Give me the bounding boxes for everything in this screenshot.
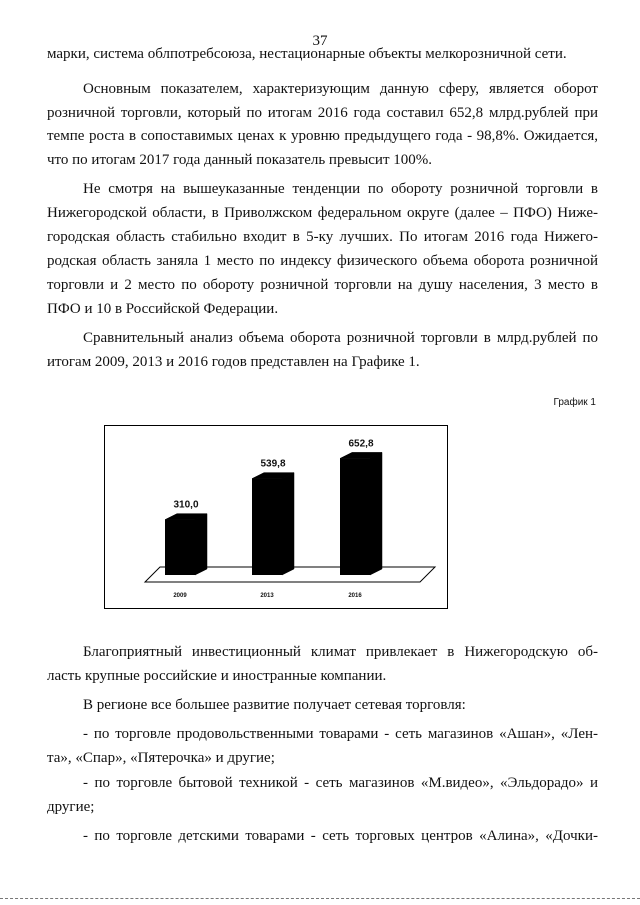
paragraph-line: темпе роста в сопоставимых ценах к уровню предыдущего года - 98,8%. Ожидается, — [47, 128, 598, 144]
paragraph-line: что по итогам 2017 года данный показатель превысит 100%. — [47, 152, 433, 168]
data-label: 539,8 — [260, 458, 286, 470]
paragraph-line: та», «Спар», «Пятерочка» и другие; — [47, 750, 275, 766]
paragraph-line: Благоприятный инвестиционный климат привлекает в Нижегородскую об- — [83, 644, 598, 660]
bar-side — [282, 473, 294, 575]
bottom-rule — [0, 898, 640, 900]
paragraph-line: Нижегородской области, в Приволжском федеральном округе (далее – ПФО) Ниже- — [47, 205, 598, 221]
paragraph-line: итогам 2009, 2013 и 2016 годов представлен на Графике 1. — [47, 354, 420, 370]
paragraph-line: Сравнительный анализ объема оборота розничной торговли в млрд.рублей по — [83, 330, 598, 346]
x-tick-label: 2016 — [348, 593, 362, 599]
paragraph-line: Не смотря на вышеуказанные тенденции по обороту розничной торговли в — [83, 181, 598, 197]
chart-frame — [104, 425, 448, 609]
paragraph-line: ПФО и 10 в Российской Федерации. — [47, 301, 279, 317]
paragraph-line: - по торговле продовольственными товарами - сеть магазинов «Ашан», «Лен- — [83, 726, 598, 742]
data-label: 652,8 — [348, 438, 374, 450]
bar — [252, 479, 282, 575]
data-label: 310,0 — [173, 499, 199, 511]
bar-chart — [105, 426, 447, 608]
paragraph-line: родская область заняла 1 место по индексу физического объема оборота розничной — [47, 253, 598, 269]
paragraph-line: - по торговле бытовой техникой - сеть магазинов «М.видео», «Эльдорадо» и — [83, 775, 598, 791]
paragraph-line: ласть крупные российские и иностранные компании. — [47, 668, 387, 684]
bar-side — [195, 514, 207, 575]
chart-caption: График 1 — [553, 397, 596, 408]
paragraph-line: - по торговле детскими товарами - сеть торговых центров «Алина», «Дочки- — [83, 828, 598, 844]
paragraph-line: другие; — [47, 799, 95, 815]
paragraph-line: В регионе все большее развитие получает сетевая торговля: — [83, 697, 466, 713]
paragraph-line: городская область стабильно входит в 5-ку лучших. По итогам 2016 года Нижего- — [47, 229, 598, 245]
paragraph-line: Основным показателем, характеризующим данную сферу, является оборот — [83, 81, 598, 97]
page-number: 37 — [312, 33, 328, 49]
bar-side — [370, 452, 382, 575]
x-tick-label: 2009 — [173, 593, 187, 599]
paragraph-line: розничной торговли, который по итогам 2016 года составил 652,8 млрд.рублей при — [47, 105, 598, 121]
paragraph-line: торговли и 2 место по обороту розничной торговли на душу населения, 3 место в — [47, 277, 598, 293]
x-tick-label: 2013 — [260, 593, 274, 599]
bar — [165, 520, 195, 575]
paragraph-line: марки, система облпотребсоюза, нестационарные объекты мелкорозничной сети. — [47, 46, 567, 62]
bar — [340, 458, 370, 575]
